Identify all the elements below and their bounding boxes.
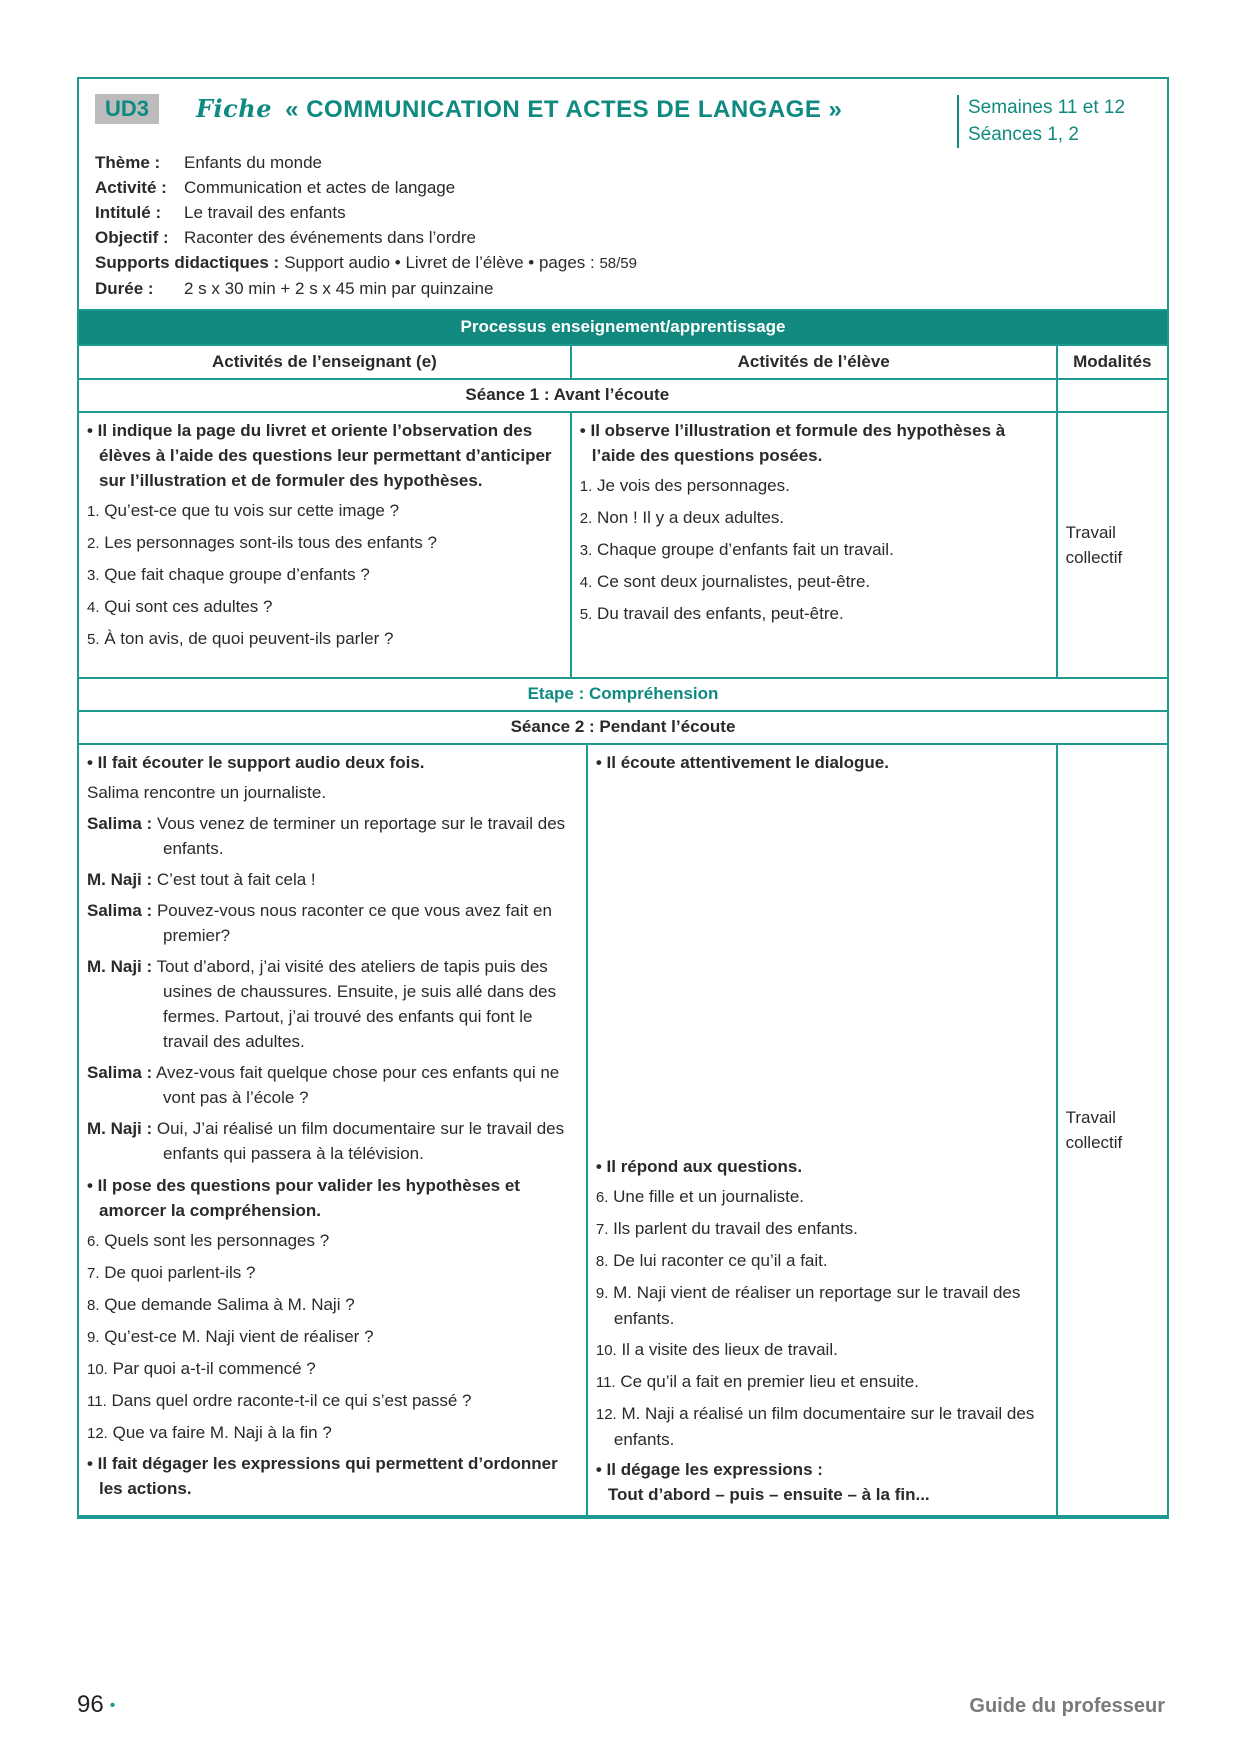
seance2-student-lead3: • Il dégage les expressions : [595, 1460, 823, 1479]
seance1-teacher-lead: • Il indique la page du livret et oriente l’observation des élèves à l’aide des questions leur permettant d’anticiper sur l’illustration et de formuler des hypothèses. [87, 421, 552, 490]
lesson-meta [95, 150, 637, 301]
seance2-modalite-cell [1057, 744, 1167, 1516]
list-item: 6. Quels sont les personnages ? [87, 1231, 330, 1250]
sessions-label: Séances 1, 2 [968, 123, 1079, 145]
list-item: 7. Ils parlent du travail des enfants. [595, 1219, 858, 1238]
etape-row: Etape : Compréhension [79, 678, 1167, 711]
seance2-student-cell [587, 744, 1057, 1516]
col-teacher-header: Activités de l’enseignant (e) [79, 345, 571, 379]
list-item: 6. Une fille et un journaliste. [595, 1187, 804, 1206]
list-item: 5. À ton avis, de quoi peuvent-ils parler ? [87, 629, 394, 648]
list-item: 10. Il a visite des lieux de travail. [595, 1340, 838, 1359]
page-bullet: • [109, 1697, 116, 1715]
dialogue-line: Salima : Vous venez de terminer un reportage sur le travail des enfants. [87, 808, 578, 864]
list-item: 7. De quoi parlent-ils ? [87, 1263, 256, 1282]
seance2-student-expressions: Tout d’abord – puis – ensuite – à la fin... [607, 1485, 930, 1504]
list-item: 2. Les personnages sont-ils tous des enfants ? [87, 533, 437, 552]
list-item: 2. Non ! Il y a deux adultes. [579, 508, 785, 527]
dialogue-line: Salima : Pouvez-vous nous raconter ce que vous avez fait en premier? [87, 895, 578, 951]
list-item: 10. Par quoi a-t-il commencé ? [87, 1359, 316, 1378]
seance1-modalite: Travail collectif [1065, 523, 1123, 567]
speaker: M. Naji : [87, 870, 153, 889]
list-item: 8. De lui raconter ce qu’il a fait. [595, 1251, 828, 1270]
dialogue-line: M. Naji : Oui, J’ai réalisé un film documentaire sur le travail des enfants qui passera à la télévision. [87, 1113, 578, 1169]
dialogue [87, 808, 578, 1169]
speaker: Salima : [87, 1063, 153, 1082]
page-number: 96 • [77, 1691, 116, 1718]
list-item: 3. Chaque groupe d’enfants fait un travail. [579, 540, 894, 559]
list-item: 12. Que va faire M. Naji à la fin ? [87, 1423, 332, 1442]
seance2-student-answers [596, 1181, 1048, 1455]
meta-duree: Durée : 2 s x 30 min + 2 s x 45 min par quinzaine [95, 279, 494, 298]
list-item: 4. Qui sont ces adultes ? [87, 597, 273, 616]
meta-supports: Supports didactiques : Support audio • Livret de l’élève • pages : 58/59 [95, 253, 637, 272]
seance2-student-lead1: • Il écoute attentivement le dialogue. [595, 753, 889, 772]
seance2-student-answers-block [596, 1154, 1048, 1509]
list-item: 12. M. Naji a réalisé un film documentaire sur le travail des enfants. [595, 1404, 1035, 1449]
list-item: 5. Du travail des enfants, peut-être. [579, 604, 844, 623]
meta-activite: Activité : Communication et actes de langage [95, 178, 456, 197]
seance2-teacher-lead2: • Il pose des questions pour valider les hypothèses et amorcer la compréhension. [87, 1176, 520, 1220]
seance1-title: Séance 1 : Avant l’écoute [79, 379, 1057, 412]
seance2-teacher-questions [87, 1225, 578, 1449]
dialogue-intro: Salima rencontre un journaliste. [87, 783, 327, 802]
footer-guide-title: Guide du professeur [969, 1695, 1165, 1717]
meta-intitule: Intitulé : Le travail des enfants [95, 203, 346, 222]
speaker: M. Naji : [87, 1119, 153, 1138]
seance1-title-empty [1057, 379, 1167, 412]
list-item: 8. Que demande Salima à M. Naji ? [87, 1295, 355, 1314]
seance1-student-cell [571, 412, 1057, 678]
speaker: Salima : [87, 814, 153, 833]
lesson-sheet [77, 77, 1169, 1519]
list-item: 9. M. Naji vient de réaliser un reportage sur le travail des enfants. [595, 1283, 1021, 1328]
seance1-student-answers [580, 470, 1048, 630]
seance2-table [79, 743, 1167, 1517]
seance1-student-lead: • Il observe l’illustration et formule des hypothèses à l’aide des questions posées. [579, 421, 1006, 465]
seance1-teacher-cell [79, 412, 571, 678]
seance1-modalite-cell [1057, 412, 1167, 678]
unit-badge: UD3 [95, 94, 159, 124]
seance2-teacher-cell [79, 744, 587, 1516]
weeks-label: Semaines 11 et 12 [968, 97, 1126, 118]
list-item: 9. Qu’est-ce M. Naji vient de réaliser ? [87, 1327, 374, 1346]
list-item: 1. Qu’est-ce que tu vois sur cette image ? [87, 501, 400, 520]
sheet-header [79, 79, 1167, 309]
seance1-teacher-questions [87, 495, 562, 655]
dialogue-line: M. Naji : C’est tout à fait cela ! [87, 864, 578, 895]
weeks-box [957, 95, 1125, 148]
process-banner: Processus enseignement/apprentissage [79, 310, 1167, 345]
dialogue-line: M. Naji : Tout d’abord, j’ai visité des ateliers de tapis puis des usines de chaussures. Ensuite, je suis allé dans des fermes. Partout, j’ai trouvé des enfants qui font le travail des adultes. [87, 951, 578, 1057]
seance2-student-lead2: • Il répond aux questions. [595, 1157, 803, 1176]
seance2-title: Séance 2 : Pendant l’écoute [79, 711, 1167, 744]
seance2-modalite: Travail collectif [1065, 1108, 1123, 1152]
meta-theme: Thème : Enfants du monde [95, 153, 322, 172]
fiche-label: Fiche [196, 94, 272, 123]
list-item: 11. Dans quel ordre raconte-t-il ce qui s’est passé ? [87, 1391, 472, 1410]
list-item: 11. Ce qu’il a fait en premier lieu et ensuite. [595, 1372, 919, 1391]
seance2-teacher-lead3: • Il fait dégager les expressions qui permettent d’ordonner les actions. [87, 1454, 558, 1498]
list-item: 4. Ce sont deux journalistes, peut-être. [579, 572, 871, 591]
seance2-teacher-lead1: • Il fait écouter le support audio deux fois. [87, 753, 425, 772]
speaker: Salima : [87, 901, 153, 920]
meta-objectif: Objectif : Raconter des événements dans l’ordre [95, 228, 476, 247]
col-modalites-header: Modalités [1057, 345, 1167, 379]
col-student-header: Activités de l’élève [571, 345, 1057, 379]
speaker: M. Naji : [87, 957, 153, 976]
sheet-title-text: « COMMUNICATION ET ACTES DE LANGAGE » [285, 96, 843, 123]
dialogue-line: Salima : Avez-vous fait quelque chose pour ces enfants qui ne vont pas à l’école ? [87, 1057, 578, 1113]
sheet-title [196, 92, 842, 128]
list-item: 3. Que fait chaque groupe d’enfants ? [87, 565, 370, 584]
list-item: 1. Je vois des personnages. [579, 476, 790, 495]
process-table [79, 309, 1167, 745]
